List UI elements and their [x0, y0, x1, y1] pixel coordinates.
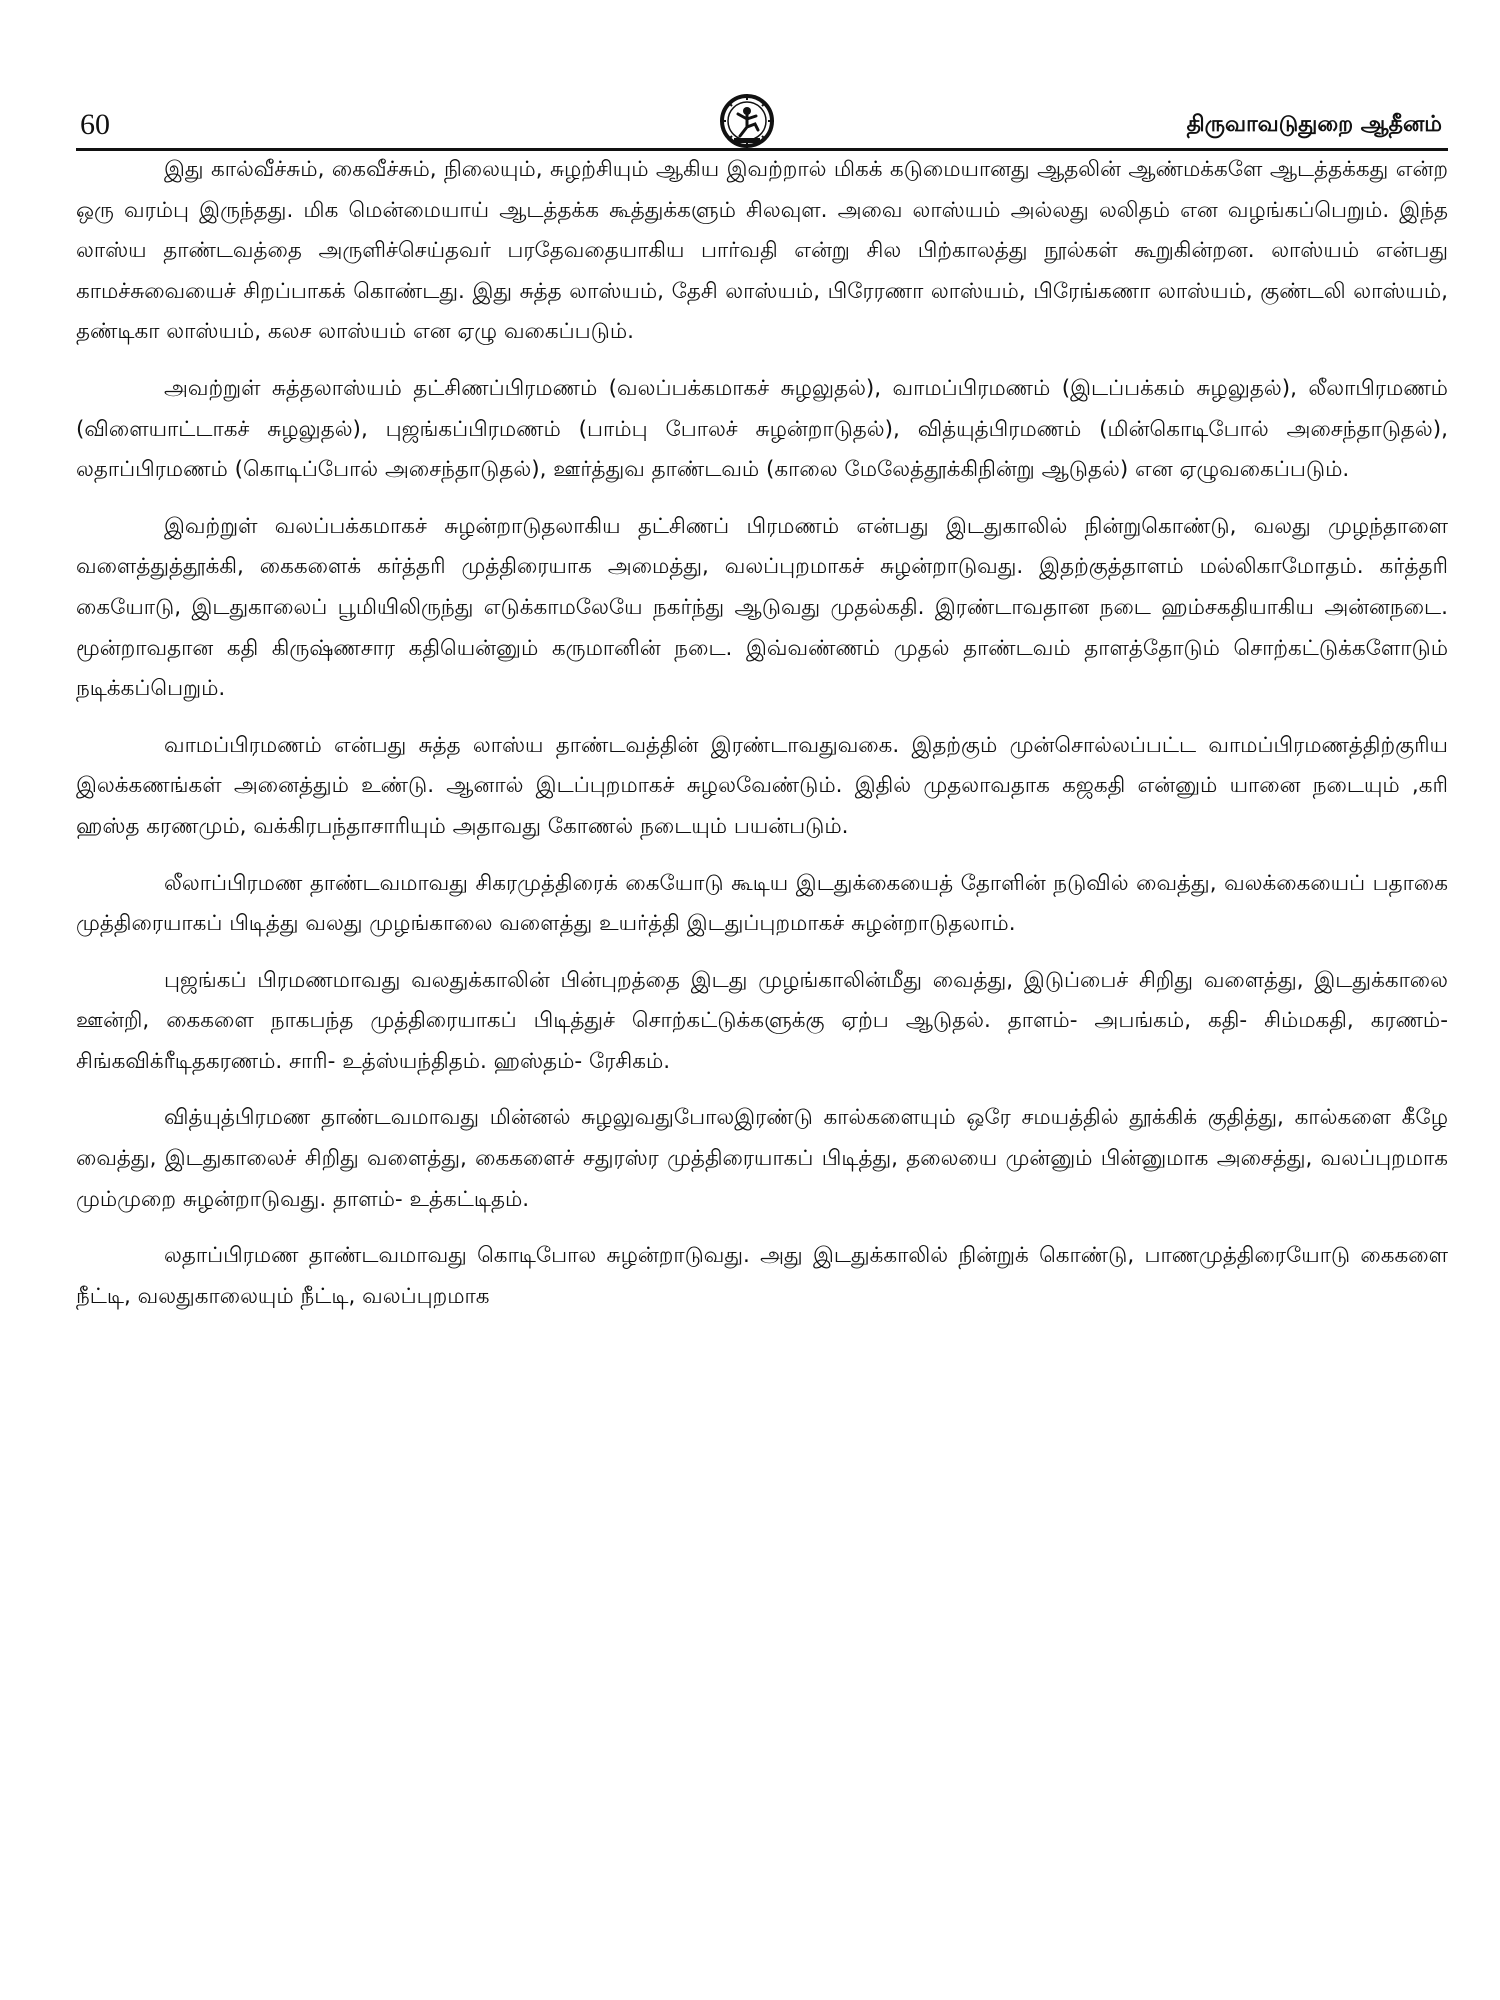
page-body [76, 150, 1448, 1333]
paragraph: இது கால்வீச்சும், கைவீச்சும், நிலையும், சுழற்சியும் ஆகிய இவற்றால் மிகக் கடுமையானது ஆதலின் ஆண்மக்களே ஆடத்தக்கது என்ற ஒரு வரம்பு இருந்தது. மிக மென்மையாய் ஆடத்தக்க கூத்துக்களும் சிலவுள. அவை லாஸ்யம் அல்லது லலிதம் என வழங்கப்பெறும். இந்த லாஸ்ய தாண்டவத்தை அருளிச்செய்தவர் பரதேவதையாகிய பார்வதி என்று சில பிற்காலத்து நூல்கள் கூறுகின்றன. லாஸ்யம் என்பது காமச்சுவையைச் சிறப்பாகக் கொண்டது. இது சுத்த லாஸ்யம், தேசி லாஸ்யம், பிரேரணா லாஸ்யம், பிரேங்கணா லாஸ்யம், குண்டலி லாஸ்யம், தண்டிகா லாஸ்யம், கலச லாஸ்யம் என ஏழு வகைப்படும். [76, 157, 1448, 345]
nataraja-emblem-icon [718, 92, 776, 150]
header-title: திருவாவடுதுறை ஆதீனம் [1186, 112, 1442, 137]
page-number: 60 [80, 108, 110, 141]
paragraph: வாமப்பிரமணம் என்பது சுத்த லாஸ்ய தாண்டவத்தின் இரண்டாவதுவகை. இதற்கும் முன்சொல்லப்பட்ட வாமப்பிரமணத்திற்குரிய இலக்கணங்கள் அனைத்தும் உண்டு. ஆனால் இடப்புறமாகச் சுழலவேண்டும். இதில் முதலாவதாக கஜகதி என்னும் யானை நடையும் ,கரி ஹஸ்த கரணமும், வக்கிரபந்தாசாரியும் அதாவது கோணல் நடையும் பயன்படும். [76, 732, 1448, 839]
paragraph: லீலாப்பிரமண தாண்டவமாவது சிகரமுத்திரைக் கையோடு கூடிய இடதுக்கையைத் தோளின் நடுவில் வைத்து, வலக்கையைப் பதாகை முத்திரையாகப் பிடித்து வலது முழங்காலை வளைத்து உயர்த்தி இடதுப்புறமாகச் சுழன்றாடுதலாம். [76, 870, 1448, 937]
paragraph: இவற்றுள் வலப்பக்கமாகச் சுழன்றாடுதலாகிய தட்சிணப் பிரமணம் என்பது இடதுகாலில் நின்றுகொண்டு, வலது முழந்தாளை வளைத்துத்தூக்கி, கைகளைக் கர்த்தரி முத்திரையாக அமைத்து, வலப்புறமாகச் சுழன்றாடுவது. இதற்குத்தாளம் மல்லிகாமோதம். கர்த்தரி கையோடு, இடதுகாலைப் பூமியிலிருந்து எடுக்காமலேயே நகர்ந்து ஆடுவது முதல்கதி. இரண்டாவதான நடை ஹம்சகதியாகிய அன்னநடை. மூன்றாவதான கதி கிருஷ்ணசார கதியென்னும் கருமானின் நடை. இவ்வண்ணம் முதல் தாண்டவம் தாளத்தோடும் சொற்கட்டுக்களோடும் நடிக்கப்பெறும். [76, 513, 1449, 702]
paragraph: வித்யுத்பிரமண தாண்டவமாவது மின்னல் சுழலுவதுபோலஇரண்டு கால்களையும் ஒரே சமயத்தில் தூக்கிக் குதித்து, கால்களை கீழே வைத்து, இடதுகாலைச் சிறிது வளைத்து, கைகளைச் சதுரஸ்ர முத்திரையாகப் பிடித்து, தலையை முன்னும் பின்னுமாக அசைத்து, வலப்புறமாக மும்முறை சுழன்றாடுவது. தாளம்- உத்கட்டிதம். [76, 1105, 1448, 1212]
paragraph: லதாப்பிரமண தாண்டவமாவது கொடிபோல சுழன்றாடுவது. அது இடதுக்காலில் நின்றுக் கொண்டு, பாணமுத்திரையோடு கைகளை நீட்டி, வலதுகாலையும் நீட்டி, வலப்புறமாக [76, 1243, 1448, 1309]
page-header [78, 96, 1446, 152]
paragraph: அவற்றுள் சுத்தலாஸ்யம் தட்சிணப்பிரமணம் (வலப்பக்கமாகச் சுழலுதல்), வாமப்பிரமணம் (இடப்பக்கம் சுழலுதல்), லீலாபிரமணம் (விளையாட்டாகச் சுழலுதல்), புஜங்கப்பிரமணம் (பாம்பு போலச் சுழன்றாடுதல்), வித்யுத்பிரமணம் (மின்கொடிபோல் அசைந்தாடுதல்), லதாப்பிரமணம் (கொடிப்போல் அசைந்தாடுதல்), ஊர்த்துவ தாண்டவம் (காலை மேலேத்தூக்கிநின்று ஆடுதல்) என ஏழுவகைப்படும். [76, 375, 1448, 483]
paragraph: புஜங்கப் பிரமணமாவது வலதுக்காலின் பின்புறத்தை இடது முழங்காலின்மீது வைத்து, இடுப்பைச் சிறிது வளைத்து, இடதுக்காலை ஊன்றி, கைகளை நாகபந்த முத்திரையாகப் பிடித்துச் சொற்கட்டுக்களுக்கு ஏற்ப ஆடுதல். தாளம்- அபங்கம், கதி- சிம்மகதி, கரணம்- சிங்கவிக்ரீடிதகரணம். சாரி- உத்ஸ்யந்திதம். ஹஸ்தம்- ரேசிகம். [76, 967, 1448, 1074]
